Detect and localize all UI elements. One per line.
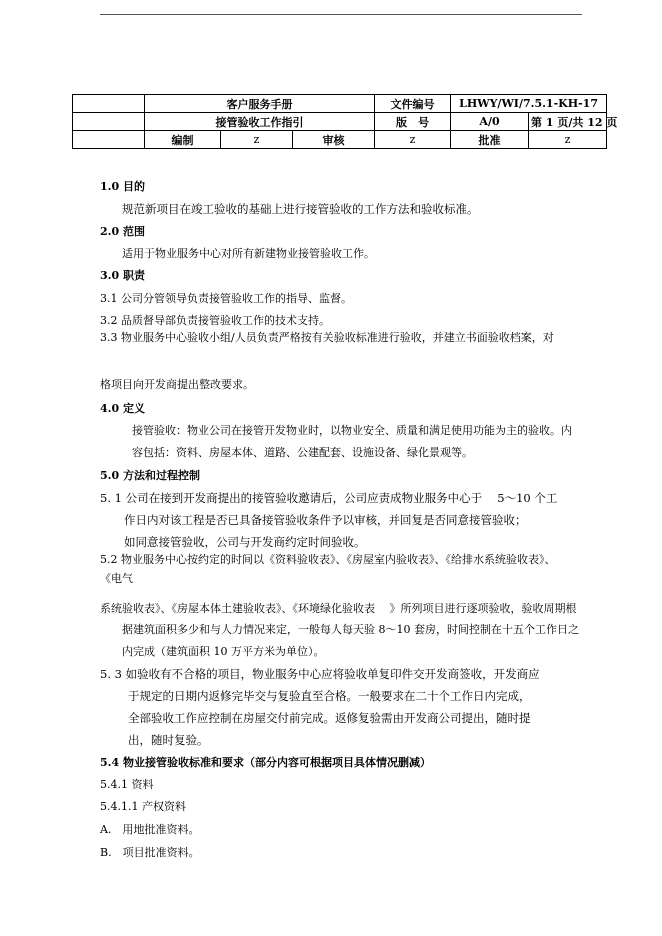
body-line: 规范新项目在竣工验收的基础上进行接管验收的工作方法和验收标准。 xyxy=(122,202,479,216)
body-line: 全部验收工作应控制在房屋交付前完成。返修复验需由开发商公司提出，随时提 xyxy=(128,711,531,725)
page-count: 第 1 页/共 12 页 xyxy=(529,113,607,131)
body-line: 内完成（建筑面积 10 万平方米为单位）。 xyxy=(122,645,325,658)
list-item: A. 用地批准资料。 xyxy=(100,823,200,836)
version-label: 版 号 xyxy=(375,113,451,131)
list-item: B. 项目批准资料。 xyxy=(100,846,200,859)
body-line: 5.4.1.1 产权资料 xyxy=(100,800,186,813)
body-line: 据建筑面积多少和与人力情况来定，一般每人每天验 8～10 套房，时间控制在十五个工作日之 xyxy=(122,623,579,636)
body-line: 3.1 公司分管领导负责接管验收工作的指导、监督。 xyxy=(100,292,352,305)
body-line: 《电气 xyxy=(100,572,133,585)
body-line: 3.3 物业服务中心验收小组/人员负责严格按有关验收标准进行验收，并建立书面验收档案，对 xyxy=(100,331,554,344)
section-heading: 2.0 范围 xyxy=(100,225,145,238)
body-line: 作日内对该工程是否已具备接管验收条件予以审核，并回复是否同意接管验收； xyxy=(124,513,527,527)
body-line: 格项目向开发商提出整改要求。 xyxy=(100,378,254,391)
body-line: 如同意接管验收，公司与开发商约定时间验收。 xyxy=(124,535,366,549)
body-line: 于规定的日期内返修完毕交与复验直至合格。一般要求在二十个工作日内完成， xyxy=(128,689,531,703)
review-label: 审核 xyxy=(293,131,375,149)
body-line: 适用于物业服务中心对所有新建物业接管验收工作。 xyxy=(122,247,375,260)
body-line: 5.4.1 资料 xyxy=(100,778,154,791)
section-heading: 1.0 目的 xyxy=(100,180,145,193)
body-line: 5.2 物业服务中心按约定的时间以《资料验收表》、《房屋室内验收表》、《给排水系统验收表》、 xyxy=(100,553,556,566)
section-heading: 4.0 定义 xyxy=(100,402,145,415)
body-line: 接管验收：物业公司在接管开发物业时，以物业安全、质量和满足使用功能为主的验收。内 xyxy=(132,424,572,437)
doc-no: LHWY/WI/7.5.1-KH-17 xyxy=(451,95,607,113)
doc-no-label: 文件编号 xyxy=(375,95,451,113)
section-heading: 5.0 方法和过程控制 xyxy=(100,469,200,482)
prepared-value: z xyxy=(221,131,293,149)
body-line: 系统验收表》、《房屋本体土建验收表》、《环境绿化验收表 》所列项目进行逐项验收，验收周期根 xyxy=(100,602,577,615)
guide-title: 接管验收工作指引 xyxy=(145,113,375,131)
manual-title: 客户服务手册 xyxy=(145,95,375,113)
section-heading: 3.0 职责 xyxy=(100,269,145,282)
body-line: 5. 3 如验收有不合格的项目，物业服务中心应将验收单复印件交开发商签收，开发商应 xyxy=(100,667,540,681)
approve-label: 批准 xyxy=(451,131,529,149)
body-line: 3.2 品质督导部负责接管验收工作的技术支持。 xyxy=(100,314,330,327)
review-value: z xyxy=(375,131,451,149)
body-line: 出，随时复验。 xyxy=(128,733,209,747)
version: A/0 xyxy=(451,113,529,131)
body-line: 容包括：资料、房屋本体、道路、公建配套、设施设备、绿化景观等。 xyxy=(132,446,473,459)
prepared-label: 编制 xyxy=(145,131,221,149)
approve-value: z xyxy=(529,131,607,149)
section-heading: 5.4 物业接管验收标准和要求（部分内容可根据项目具体情况删减） xyxy=(100,756,431,769)
body-line: 5. 1 公司在接到开发商提出的接管验收邀请后，公司应责成物业服务中心于 5～10 个工 xyxy=(100,491,558,505)
